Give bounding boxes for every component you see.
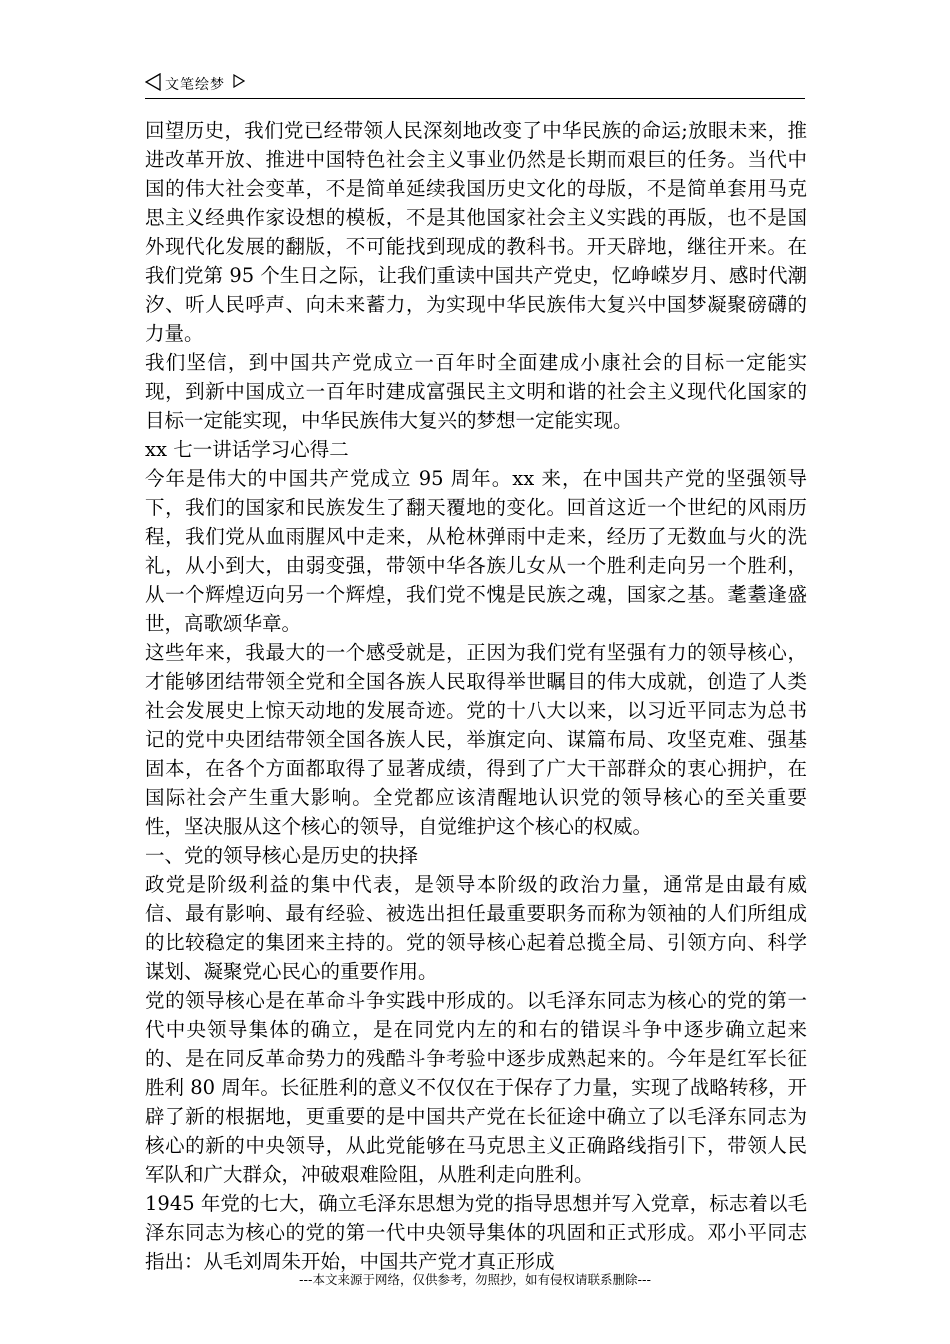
footer-notice: ---本文来源于网络，仅供参考，勿照抄，如有侵权请联系删除--- xyxy=(298,1272,652,1287)
paragraph: 今年是伟大的中国共产党成立 95 周年。xx 来，在中国共产党的坚强领导下，我们的国家和民族发生了翻天覆地的变化。回首这近一个世纪的风雨历程，我们党从血雨腥风中走来，从枪林弹雨中走来，经历了无数血与火的洗礼，从小到大，由弱变强，带领中华各族儿女从一个胜利走向另一个胜利，从一个辉煌迈向另一个辉煌，我们党不愧是民族之魂，国家之基。耄耋逢盛世，高歌颂华章。 xyxy=(145,467,807,635)
paragraph: 这些年来，我最大的一个感受就是，正因为我们党有坚强有力的领导核心，才能够团结带领全党和全国各族人民取得举世瞩目的伟大成就，创造了人类社会发展史上惊天动地的发展奇迹。党的十八大以来，以习近平同志为总书记的党中央团结带领全国各族人民，举旗定向、谋篇布局、攻坚克难、强基固本，在各个方面都取得了显著成绩，得到了广大干部群众的衷心拥护，在国际社会产生重大影响。全党都应该清醒地认识党的领导核心的至关重要性，坚决服从这个核心的领导，自觉维护这个核心的权威。 xyxy=(145,641,807,838)
paragraph: 政党是阶级利益的集中代表，是领导本阶级的政治力量，通常是由最有威信、最有影响、最有经验、被选出担任最重要职务而称为领袖的人们所组成的比较稳定的集团来主持的。党的领导核心起着总揽全局、引领方向、科学谋划、凝聚党心民心的重要作用。 xyxy=(145,873,807,983)
paragraph: 1945 年党的七大，确立毛泽东思想为党的指导思想并写入党章，标志着以毛泽东同志为核心的党的第一代中央领导集体的巩固和正式形成。邓小平同志指出：从毛刘周朱开始，中国共产党才真正形成 xyxy=(145,1192,807,1273)
paragraph: 我们坚信，到中国共产党成立一百年时全面建成小康社会的目标一定能实现，到新中国成立一百年时建成富强民主文明和谐的社会主义现代化国家的目标一定能实现，中华民族伟大复兴的梦想一定能实现。 xyxy=(145,351,807,432)
header-brand: 文笔绘梦 xyxy=(165,77,225,93)
triangle-right-icon xyxy=(233,74,245,88)
document-body xyxy=(145,116,807,1276)
paragraph: 党的领导核心是在革命斗争实践中形成的。以毛泽东同志为核心的党的第一代中央领导集体的确立，是在同党内左的和右的错误斗争中逐步确立起来的、是在同反革命势力的残酷斗争考验中逐步成熟起来的。今年是红军长征胜利 80 周年。长征胜利的意义不仅仅在于保存了力量，实现了战略转移，开辟了新的根据地，更重要的是中国共产党在长征途中确立了以毛泽东同志为核心的新的中央领导，从此党能够在马克思主义正确路线指引下，带领人民军队和广大群众，冲破艰难险阻，从胜利走向胜利。 xyxy=(145,989,807,1186)
section-heading: 一、党的领导核心是历史的抉择 xyxy=(145,844,419,867)
page-header xyxy=(145,70,805,99)
triangle-left-icon xyxy=(145,73,161,91)
paragraph: 回望历史，我们党已经带领人民深刻地改变了中华民族的命运;放眼未来，推进改革开放、推进中国特色社会主义事业仍然是长期而艰巨的任务。当代中国的伟大社会变革，不是简单延续我国历史文化的母版，不是简单套用马克思主义经典作家设想的模板，不是其他国家社会主义实践的再版，也不是国外现代化发展的翻版，不可能找到现成的教科书。开天辟地，继往开来。在我们党第 95 个生日之际，让我们重读中国共产党史，忆峥嵘岁月、感时代潮汐、听人民呼声、向未来蓄力，为实现中华民族伟大复兴中国梦凝聚磅礴的力量。 xyxy=(145,119,807,345)
section-title: xx 七一讲话学习心得二 xyxy=(145,438,349,461)
